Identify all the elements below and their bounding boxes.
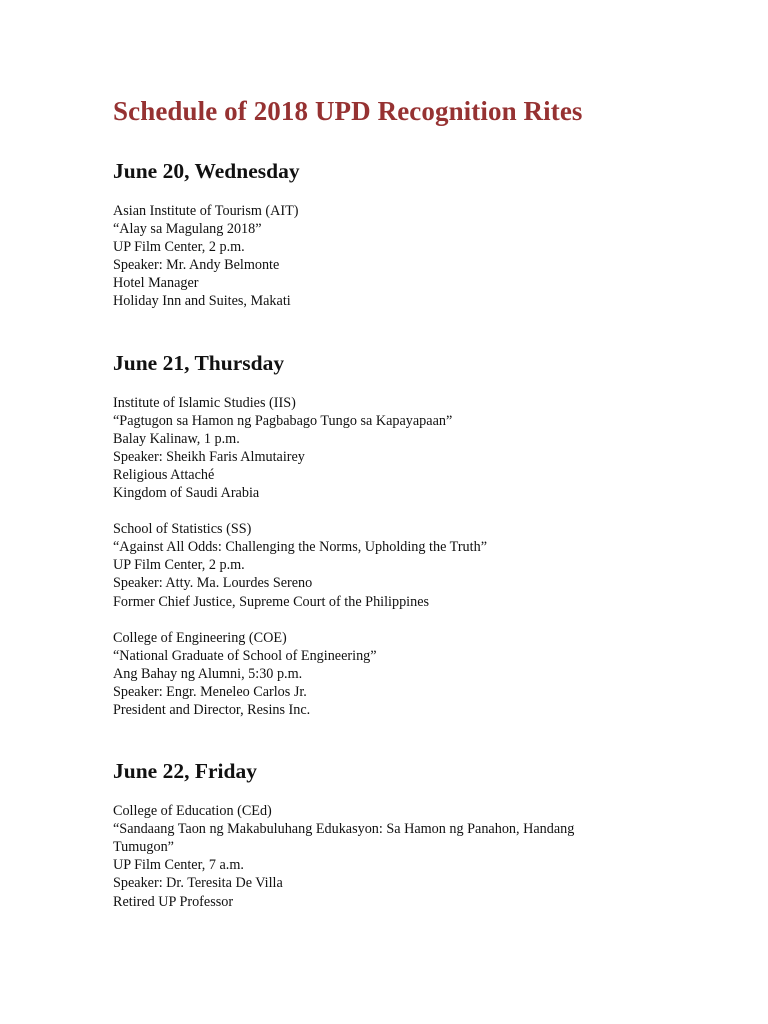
event-speaker-position: Hotel Manager	[113, 275, 199, 292]
event-institution: Institute of Islamic Studies (IIS)	[113, 394, 296, 411]
event-institution: College of Education (CEd)	[113, 803, 272, 820]
event-speaker-position: Religious Attaché	[113, 466, 215, 483]
event-iis	[113, 394, 673, 503]
event-speaker: Speaker: Dr. Teresita De Villa	[113, 875, 283, 892]
event-venue-time: Balay Kalinaw, 1 p.m.	[113, 430, 240, 447]
day-heading: June 21, Thursday	[113, 350, 285, 375]
event-venue-time: UP Film Center, 2 p.m.	[113, 557, 245, 574]
event-theme: “National Graduate of School of Engineering”	[113, 647, 377, 664]
event-institution: School of Statistics (SS)	[113, 521, 252, 538]
event-theme: “Sandaang Taon ng Makabuluhang Edukasyon: Sa Hamon ng Panahon, Handang	[113, 821, 575, 838]
event-theme: “Alay sa Magulang 2018”	[113, 221, 262, 238]
day-heading: June 20, Wednesday	[113, 159, 300, 183]
event-ced	[113, 802, 673, 911]
event-venue-time: UP Film Center, 7 a.m.	[113, 857, 244, 874]
event-speaker-affiliation: Kingdom of Saudi Arabia	[113, 485, 260, 502]
event-speaker-position: President and Director, Resins Inc.	[113, 701, 311, 718]
document-page	[113, 92, 673, 911]
event-coe	[113, 629, 673, 719]
day-section-june-22	[113, 757, 673, 911]
day-section-june-21	[113, 349, 673, 720]
event-ss	[113, 520, 673, 610]
event-institution: Asian Institute of Tourism (AIT)	[113, 203, 299, 219]
event-theme-continued: Tumugon”	[113, 839, 174, 856]
day-heading: June 22, Friday	[113, 759, 257, 784]
event-theme: “Against All Odds: Challenging the Norms, Upholding the Truth”	[113, 539, 487, 556]
event-speaker-position: Former Chief Justice, Supreme Court of the Philippines	[113, 593, 430, 610]
event-venue-time: UP Film Center, 2 p.m.	[113, 239, 245, 256]
document-title: Schedule of 2018 UPD Recognition Rites	[113, 96, 583, 126]
event-institution: College of Engineering (COE)	[113, 629, 287, 646]
event-speaker: Speaker: Sheikh Faris Almutairey	[113, 448, 305, 465]
day-section-june-20	[113, 157, 673, 311]
event-theme: “Pagtugon sa Hamon ng Pagbabago Tungo sa Kapayapaan”	[113, 412, 453, 429]
event-speaker: Speaker: Atty. Ma. Lourdes Sereno	[113, 575, 313, 592]
event-speaker-position: Retired UP Professor	[113, 893, 234, 910]
event-ait	[113, 202, 673, 311]
event-speaker-affiliation: Holiday Inn and Suites, Makati	[113, 293, 291, 310]
event-speaker: Speaker: Engr. Meneleo Carlos Jr.	[113, 683, 307, 700]
event-venue-time: Ang Bahay ng Alumni, 5:30 p.m.	[113, 665, 303, 682]
event-speaker: Speaker: Mr. Andy Belmonte	[113, 257, 280, 274]
